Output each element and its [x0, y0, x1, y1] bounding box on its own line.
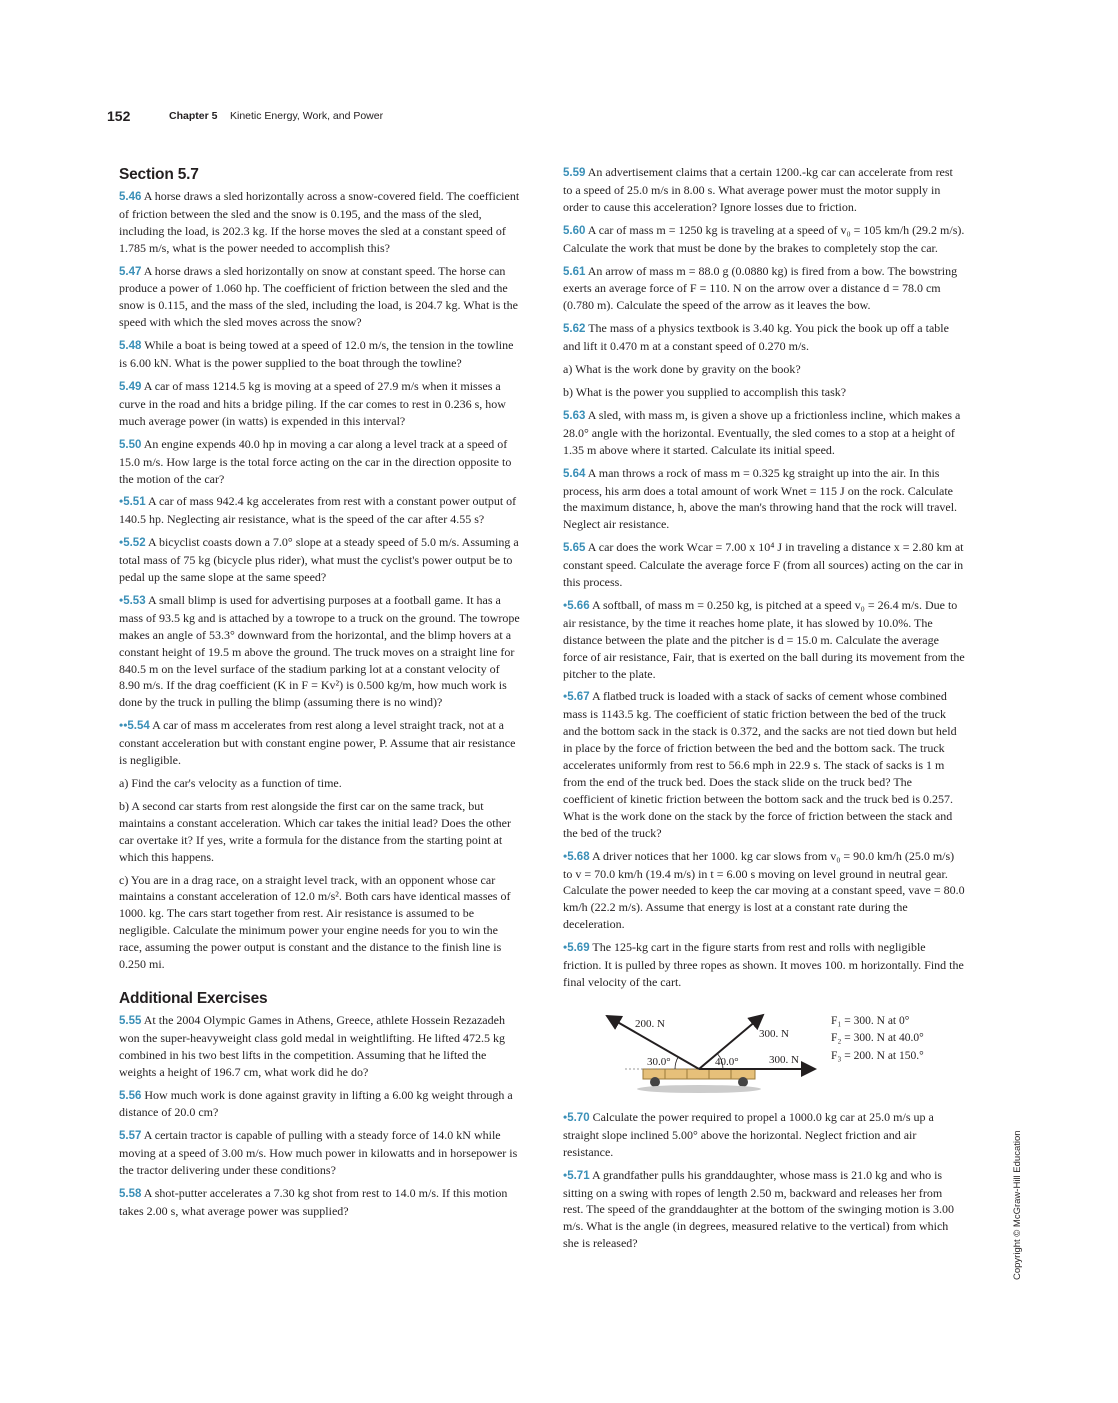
left-column	[119, 164, 521, 1226]
problem-text: A car of mass m = 1250 kg is traveling at a speed of v₀ = 105 km/h (29.2 m/s). Calculate the work that must be done by the brakes to completely stop the car.	[563, 222, 965, 255]
angle-arc-30	[675, 1057, 678, 1069]
problem-number: 5.51	[123, 496, 146, 509]
problem-number: 5.67	[567, 691, 590, 704]
problem-number: 5.64	[563, 467, 586, 480]
problem-text: While a boat is being towed at a speed of 12.0 m/s, the tension in the towline is 6.00 kN. What is the power supplied to the boat through the towline?	[119, 338, 514, 371]
problem	[563, 263, 965, 315]
problem-text: A grandfather pulls his granddaughter, whose mass is 21.0 kg and who is sitting on a swing with ropes of length 2.50 m, backward and releases her from rest. The speed of the granddaughter at the bottom of the swinging motion is 3.00 m/s. What is the angle (in degrees, measured relative to the vertical) from which she is released?	[563, 1167, 955, 1251]
problem	[563, 939, 965, 991]
problem	[563, 597, 965, 683]
problem-number: 5.66	[567, 599, 590, 612]
problem	[119, 493, 521, 528]
page-header	[107, 108, 1007, 126]
problem-text: The mass of a physics textbook is 3.40 kg. You pick the book up off a table and lift it 0.470 m at a constant speed of 0.270 m/s.	[563, 321, 949, 354]
problem-text: A car of mass 942.4 kg accelerates from rest with a constant power output of 140.5 hp. Neglecting air resistance, what is the speed of the car after 4.55 s?	[119, 494, 517, 527]
problem	[563, 222, 965, 257]
legend-f1: F₁ = 300. N at 0°	[831, 1014, 910, 1027]
cart-figure	[563, 1013, 965, 1095]
difficulty-marker: •	[119, 592, 124, 607]
problem-text: A car does the work Wcar = 7.00 x 10⁴ J in traveling a distance x = 2.80 km at constant speed. Calculate the average force F (from all sources) acting on the car in this process.	[563, 540, 964, 590]
difficulty-marker: •	[563, 1109, 568, 1124]
problem-number: 5.54	[127, 720, 150, 733]
problem-number: 5.55	[119, 1014, 142, 1027]
problem-text: A certain tractor is capable of pulling with a steady force of 14.0 kN while moving at a speed of 3.00 m/s. How much power in kilowatts and in horsepower is the tractor delivering under these conditions?	[119, 1128, 518, 1178]
problem-5-54-parts	[119, 775, 521, 973]
difficulty-marker: •	[563, 940, 568, 955]
additional-exercises-heading: Additional Exercises	[119, 989, 268, 1007]
cart-shadow	[637, 1085, 761, 1093]
problem-number: 5.70	[567, 1111, 590, 1124]
cart-wheel	[650, 1077, 660, 1087]
force-label-300-horizontal: 300. N	[769, 1053, 799, 1066]
difficulty-marker: •	[563, 597, 568, 612]
problem-text: A man throws a rock of mass m = 0.325 kg straight up into the air. In this process, his arm does a total amount of work Wnet = 115 J on the rock. Calculate the maximum distance, h, above the man's throwing hand that the rock will travel. Neglect air resistance.	[563, 465, 958, 532]
problem	[563, 320, 965, 355]
problem	[119, 717, 521, 769]
cart-wheel	[738, 1077, 748, 1087]
problem	[563, 164, 965, 216]
section-heading: Section 5.7	[119, 166, 199, 183]
problem-number: 5.68	[567, 850, 590, 863]
problem-number: 5.53	[123, 594, 146, 607]
problem-number: 5.59	[563, 167, 586, 179]
problems-group-b	[563, 407, 965, 991]
difficulty-marker: •	[563, 1167, 568, 1182]
problem	[563, 848, 965, 934]
problem-text: The 125-kg cart in the figure starts from rest and rolls with negligible friction. It is pulled by three ropes as shown. It moves 100. m horizontally. Find the final velocity of the cart.	[563, 940, 964, 989]
problem	[119, 592, 521, 711]
problem-part: a) Find the car's velocity as a function of time.	[119, 776, 342, 790]
problem-5-62-parts	[563, 361, 965, 401]
difficulty-marker: •	[119, 494, 124, 509]
problem-text: A car of mass 1214.5 kg is moving at a speed of 27.9 m/s when it misses a curve in the road and hits a bridge piling. If the car comes to rest in 0.236 s, how much average power (in watts) is expended in this interval?	[119, 378, 506, 428]
difficulty-marker: ••	[119, 718, 128, 733]
problem	[119, 534, 521, 586]
problem-number: 5.62	[563, 323, 586, 336]
page-number: 152	[107, 108, 131, 124]
cart-body	[643, 1069, 755, 1079]
problem-number: 5.60	[563, 224, 586, 237]
force-label-200: 200. N	[635, 1017, 665, 1030]
problem-number: 5.49	[119, 380, 142, 393]
problem-text: A horse draws a sled horizontally across a snow-covered field. The coefficient of friction between the sled and the snow is 0.195, and the mass of the sled, including the load, is 202.3 kg. If the horse moves the sled at a constant speed of 1.785 m/s, what is the power needed to accomplish this?	[119, 188, 520, 255]
problem-part: a) What is the work done by gravity on the book?	[563, 362, 801, 377]
difficulty-marker: •	[563, 848, 568, 863]
problem-number: 5.71	[567, 1169, 590, 1182]
problem-number: 5.46	[119, 190, 142, 203]
difficulty-marker: •	[563, 689, 568, 704]
problem-text: A sled, with mass m, is given a shove up a frictionless incline, which makes a 28.0° angle with the horizontal. Eventually, the sled comes to a stop at a height of 1.35 m above where it started. Calculate its initial speed.	[563, 407, 961, 457]
problem	[563, 465, 965, 534]
difficulty-marker: •	[119, 535, 124, 550]
problem-text: Calculate the power required to propel a 1000.0 kg car at 25.0 m/s up a straight slope inclined 5.00° above the horizontal. Neglect friction and air resistance.	[563, 1109, 934, 1159]
angle-label-40: 40.0°	[715, 1055, 739, 1068]
problem-number: 5.61	[563, 265, 586, 278]
problem-number: 5.52	[123, 537, 146, 550]
problem-part: b) A second car starts from rest alongside the first car on the same track, but maintains a constant acceleration. Which car takes the initial lead? Does the other car overtake it? If yes, write a formula for the distance from the starting point at which this happens.	[119, 798, 511, 864]
problems-group-a	[563, 164, 965, 355]
section-5-7-problems	[119, 188, 521, 769]
problem-part: b) What is the power you supplied to accomplish this task?	[563, 384, 847, 399]
problem-text: At the 2004 Olympic Games in Athens, Greece, athlete Hossein Rezazadeh won the super-heavyweight class gold medal in weightlifting. He lifted 472.5 kg combined in his two best lifts in the competition. Assuming that he lifted the weights a height of 196.7 cm, what work did he do?	[119, 1012, 506, 1079]
problem	[119, 1127, 521, 1179]
problem-text: An advertisement claims that a certain 1200.-kg car can accelerate from rest to a speed of 25.0 m/s in 8.00 s. What average power must the motor supply in order to cause this acceleration? Ignore losses due to friction.	[563, 165, 953, 214]
problem-text: A driver notices that her 1000. kg car slows from v₀ = 90.0 km/h (25.0 m/s) to v = 70.0 km/h (19.4 m/s) in t = 6.00 s moving on level ground in neutral gear. Calculate the power needed to keep the car moving at a constant speed, vave = 80.0 km/h (22.2 m/s). Assume that energy is lost at a constant rate during the deceleration.	[563, 848, 965, 932]
problem-number: 5.50	[119, 438, 142, 451]
problem	[563, 1109, 965, 1161]
problem-text: An arrow of mass m = 88.0 g (0.0880 kg) is fired from a bow. The bowstring exerts an average force of F = 110. N on the arrow over a distance d = 78.0 cm (0.780 m). Calculate the speed of the arrow as it leaves the bow.	[563, 263, 958, 313]
legend-f3: F₃ = 200. N at 150.°	[831, 1049, 924, 1062]
problem-number: 5.65	[563, 542, 586, 555]
problem	[119, 1012, 521, 1081]
problem-part: c) You are in a drag race, on a straight level track, with an opponent whose car maintains a constant acceleration of 12.0 m/s². Both cars have identical masses of 1000. kg. The cars start together from rest. Air resistance is assumed to be negligible. Calculate the minimum power your engine needs for you to win the race, assuming the power output is constant and the distance to the finish line is 0.250 mi.	[119, 872, 511, 972]
problem-text: A bicyclist coasts down a 7.0° slope at a steady speed of 5.0 m/s. Assuming a total mass of 75 kg (bicycle plus rider), what must the cyclist's power output be to pedal up the same slope at the same speed?	[119, 535, 519, 585]
problem	[119, 436, 521, 488]
problem-number: 5.58	[119, 1188, 142, 1201]
additional-problems	[119, 1012, 521, 1220]
chapter-title: Kinetic Energy, Work, and Power	[230, 110, 384, 122]
problem	[563, 407, 965, 459]
force-label-300-angled: 300. N	[759, 1027, 789, 1040]
angle-label-30: 30.0°	[647, 1055, 671, 1068]
problem-number: 5.47	[119, 265, 142, 278]
problem	[119, 337, 521, 372]
problem	[119, 1087, 521, 1122]
problem-text: A small blimp is used for advertising purposes at a football game. It has a mass of 93.5 kg and is attached by a towrope to a truck on the ground. The towrope makes an angle of 53.3° downward from the horizontal, and the blimp hovers at a constant height of 19.5 m above the ground. The truck moves on a straight line for 840.5 m on the level surface of the stadium parking lot at a constant velocity of 8.90 m/s. If the drag coefficient (K in F = Kv²) is 0.500 kg/m, how much work is done by the truck in pulling the blimp (assuming there is no wind)?	[119, 592, 520, 710]
problem	[119, 1185, 521, 1220]
problem-number: 5.63	[563, 409, 586, 422]
problem-number: 5.48	[119, 340, 142, 353]
problem-text: A flatbed truck is loaded with a stack of sacks of cement whose combined mass is 1143.5 kg. The coefficient of static friction between the bed of the truck and the bottom sack in the stack is 0.372, and the sacks are not tied down but held in place by the force of friction between the bed and the bottom sack. The truck accelerates uniformly from rest to 56.6 mph in 22.9 s. The stack of sacks is 1 m from the end of the truck bed. Does the stack slide on the truck bed? The coefficient of kinetic friction between the bottom sack and the truck bed is 0.257. What is the work done on the stack by the force of friction between the stack and the bed of the truck?	[563, 689, 957, 840]
problem	[563, 688, 965, 841]
copyright-notice: Copyright © McGraw-Hill Education	[1012, 1130, 1023, 1280]
chapter-label: Chapter 5	[169, 110, 218, 122]
right-column	[563, 164, 965, 1258]
problem-number: 5.69	[567, 942, 590, 955]
legend-f2: F₂ = 300. N at 40.0°	[831, 1032, 924, 1045]
problem-text: How much work is done against gravity in lifting a 6.00 kg weight through a distance of 20.0 cm?	[119, 1087, 513, 1120]
force-legend	[831, 1013, 924, 1066]
cart-force-diagram	[563, 1013, 823, 1095]
problem	[119, 188, 521, 257]
problems-group-c	[563, 1109, 965, 1252]
problem	[563, 1167, 965, 1253]
problem-number: 5.57	[119, 1130, 142, 1143]
problem-number: 5.56	[119, 1089, 142, 1102]
problem	[119, 263, 521, 332]
problem-text: A horse draws a sled horizontally on snow at constant speed. The horse can produce a power of 1.060 hp. The coefficient of friction between the sled and the snow is 0.115, and the mass of the sled, including the load, is 204.7 kg. What is the speed with which the sled moves across the snow?	[119, 263, 518, 330]
problem	[119, 378, 521, 430]
problem-text: A car of mass m accelerates from rest along a level straight track, not at a constant acceleration but with constant engine power, P. Assume that air resistance is negligible.	[119, 718, 516, 768]
problem	[563, 539, 965, 591]
problem-text: An engine expends 40.0 hp in moving a car along a level track at a speed of 15.0 m/s. How large is the total force acting on the car in the direction opposite to the motion of the car?	[119, 436, 512, 486]
problem-text: A softball, of mass m = 0.250 kg, is pitched at a speed v₀ = 26.4 m/s. Due to air resistance, by the time it reaches home plate, it has slowed by 10.0%. The distance between the plate and the pitcher is d = 15.0 m. Calculate the average force of air resistance, Fair, that is exerted on the ball during its movement from the pitcher to the plate.	[563, 597, 965, 681]
problem-text: A shot-putter accelerates a 7.30 kg shot from rest to 14.0 m/s. If this motion takes 2.00 s, what average power was supplied?	[119, 1186, 508, 1218]
